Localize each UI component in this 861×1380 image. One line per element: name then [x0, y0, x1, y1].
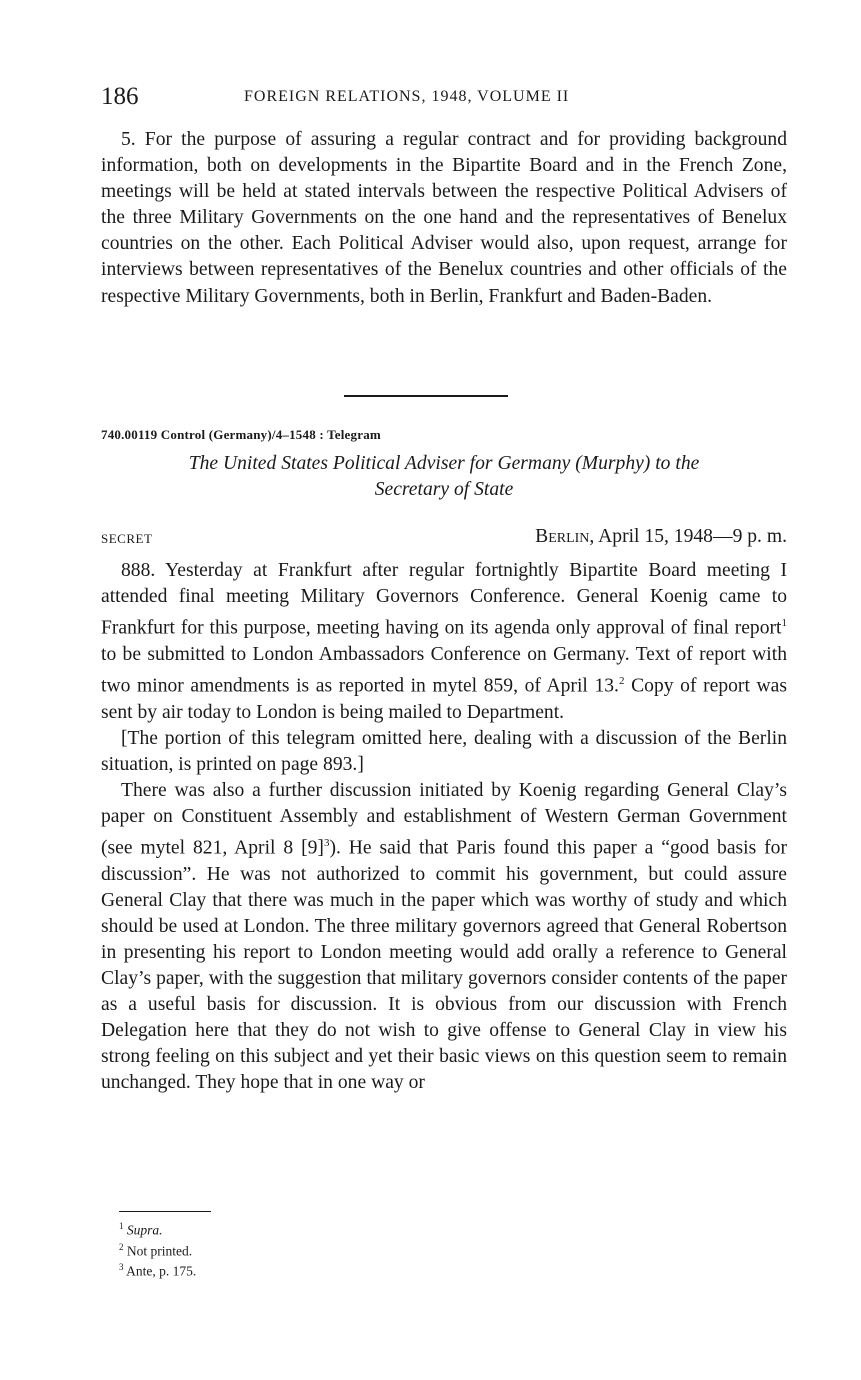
page-number: 186 — [101, 83, 139, 110]
document-title — [101, 451, 787, 503]
title-line-1: The United States Political Adviser for Germany (Murphy) to the — [188, 453, 700, 474]
classification-label: SECRET — [101, 531, 153, 546]
file-reference: 740.00119 Control (Germany)/4–1548 : Telegram — [101, 427, 381, 442]
dateline-place: Berlin — [535, 526, 590, 547]
section-divider — [344, 395, 508, 397]
dateline-date: , April 15, 1948—9 p. m. — [589, 526, 787, 547]
footnote-rule — [119, 1211, 211, 1212]
footnote-ref-1: 1 — [781, 617, 787, 630]
telegram-body — [101, 558, 787, 1096]
footnote-ref-3: 3 — [323, 837, 330, 849]
telegram-paragraph-discussion: There was also a further discussion initiated by Koenig regarding General Clay’s paper on Constituent Assembly and establishment of Western German Government (see mytel 821, April 8 $[9]^3$). He said that Paris found this paper a “good basis for discussion”. He was not authorized to commit his government, but could assure General Clay that there was much in the paper which was worthy of study and which should be used at London. The three military governors agreed that General Robertson in presenting his report to London meeting would add orally a reference to General Clay’s paper, with the suggestion that military governors consider contents of the paper as a useful basis for discussion. It is obvious from our discussion with French Delegation here that they do not wish to give offense to General Clay in view his strong feeling on this subject and yet their basic views on this question seem to remain unchanged. They hope that in one way or — [101, 779, 787, 1094]
section-paragraph-5 — [101, 127, 787, 310]
telegram-omission-note: [The portion of this telegram omitted here, dealing with a discussion of the Berlin situation, is printed on page 893.] — [101, 727, 787, 775]
title-line-2: Secretary of State — [374, 479, 514, 500]
footnote-1: $^1$ Supra. — [119, 1221, 163, 1238]
telegram-paragraph-888: 888. Yesterday at Frankfurt after regular fortnightly Bipartite Board meeting I attended final meeting Military Governors Conference. General Koenig came to Frankfurt for this purpose, meeting having on its agenda only approval of final report$^1$ to be submitted to London Ambassadors Conference on Germany. Text of report with two minor amendments is as reported in mytel 859, of April 13.$^2$ Copy of report was sent by air today to London is being mailed to Department. — [101, 560, 787, 723]
dateline — [535, 524, 787, 550]
running-head: FOREIGN RELATIONS, 1948, VOLUME II — [244, 88, 570, 105]
footnote-3: $^3$ Ante, p. 175. — [119, 1262, 197, 1279]
footnote-ref-2: 2 — [618, 674, 625, 687]
paragraph-5: 5. For the purpose of assuring a regular contract and for providing background information, both on developments in the Bipartite Board and in the French Zone, meetings will be held at stated intervals between the respective Political Advisers of the three Military Governments on the one hand and the representatives of Benelux countries on the other. Each Political Adviser would also, upon request, arrange for interviews between representatives of the Benelux countries and other officials of the respective Military Governments, both in Berlin, Frankfurt and Baden-Baden. — [101, 129, 787, 307]
page-header — [101, 82, 791, 112]
footnotes — [119, 1218, 196, 1280]
footnote-2: $^2$ Not printed. — [119, 1241, 193, 1258]
